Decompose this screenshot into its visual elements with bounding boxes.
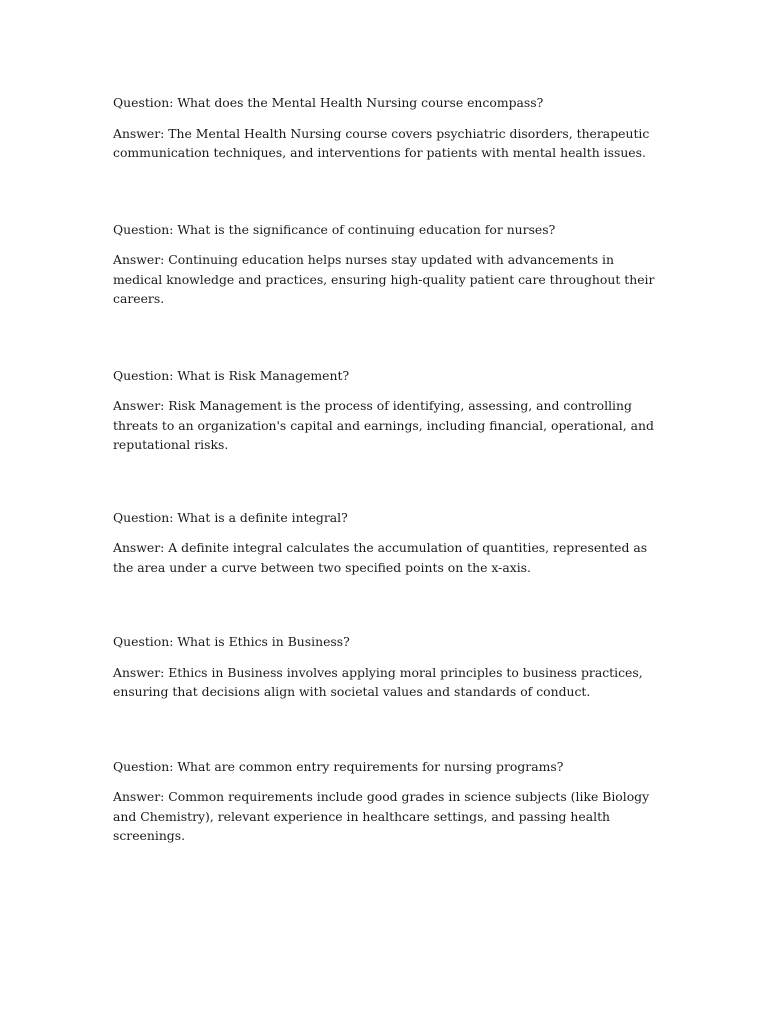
question-text: Question: What is a definite integral? [113,509,348,525]
question-text: Question: What does the Mental Health Nursing course encompass? [113,95,544,110]
answer-text: Answer: The Mental Health Nursing course covers psychiatric disorders, therapeutic communication techniques, and interventions for patients with mental health issues. [113,125,650,160]
qa-item-ethics-in-business [113,632,655,702]
question-text: Question: What is Risk Management? [113,367,350,383]
qa-item-definite-integral [113,508,655,578]
qa-item-risk-management [113,366,655,455]
qa-item-nursing-entry-requirements [113,757,655,846]
qa-item-mental-health-nursing [113,93,655,163]
question-text: Question: What is the significance of continuing education for nurses? [113,221,556,237]
answer-text: Answer: Common requirements include good grades in science subjects (like Biology and Chemistry), relevant experience in healthcare settings, and passing health screenings. [113,789,650,843]
answer-text: Answer: Risk Management is the process of identifying, assessing, and controlling threats to an organization's capital and earnings, including financial, operational, and reputational risks. [113,398,654,452]
answer-text: Answer: A definite integral calculates the accumulation of quantities, represented as the area under a curve between two specified points on the x-axis. [113,540,648,575]
answer-text: Answer: Ethics in Business involves applying moral principles to business practices, ensuring that decisions align with societal values and standards of conduct. [113,664,643,699]
qa-item-continuing-education [113,220,655,309]
answer-text: Answer: Continuing education helps nurses stay updated with advancements in medical knowledge and practices, ensuring high-quality patient care throughout their careers. [113,252,655,306]
question-text: Question: What is Ethics in Business? [113,634,350,649]
question-text: Question: What are common entry requirements for nursing programs? [113,758,564,774]
